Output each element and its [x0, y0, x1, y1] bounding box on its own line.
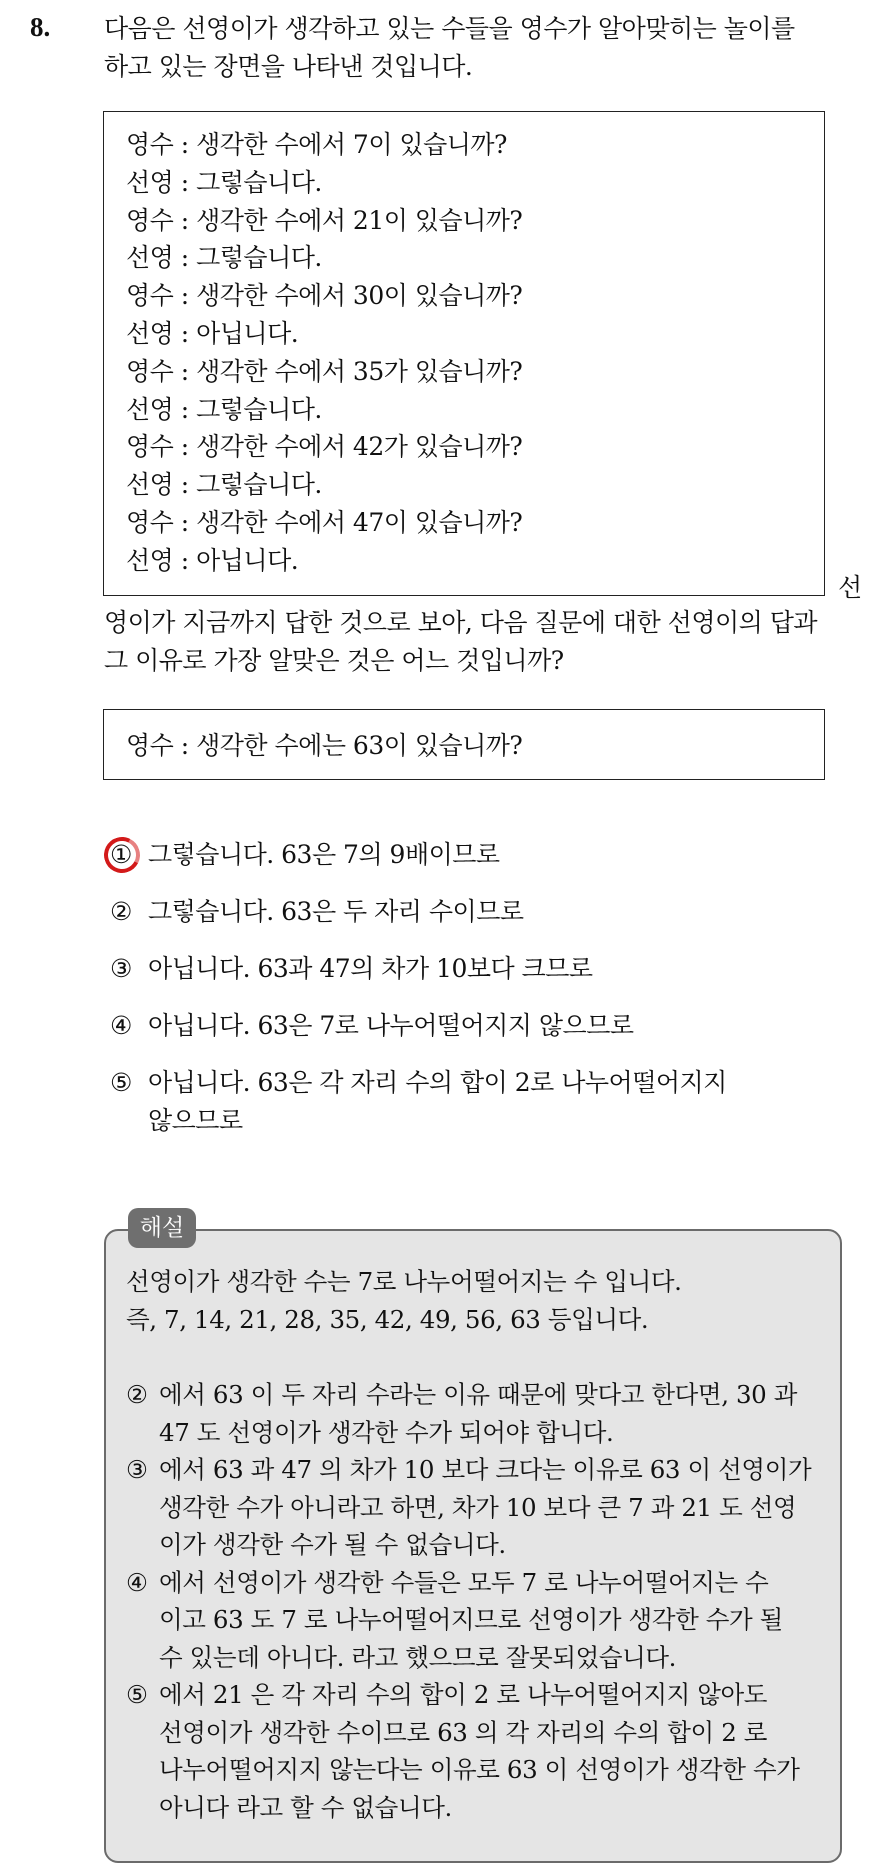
dialog-line: 영수 : 생각한 수에서 42가 있습니까? [126, 432, 523, 462]
choice-text: 아닙니다. 63은 각 자리 수의 합이 2로 나누어떨어지지 [148, 1068, 727, 1097]
solution-line: 아니다 라고 할 수 없습니다. [159, 1792, 452, 1822]
stem-line: 다음은 선영이가 생각하고 있는 수들을 영수가 알아맞히는 놀이를 [104, 14, 795, 43]
solution-item-number: ④ [126, 1567, 148, 1597]
dialog-line: 선영 : 아닙니다. [126, 318, 299, 348]
dialog-line: 영수 : 생각한 수에서 35가 있습니까? [126, 356, 523, 386]
dialog-line: 영수 : 생각한 수에서 7이 있습니까? [126, 130, 507, 159]
solution-tag: 해설 [128, 1208, 196, 1248]
solution-intro-line: 즉, 7, 14, 21, 28, 35, 42, 49, 56, 63 등입니다. [126, 1304, 649, 1334]
solution-intro-line: 선영이가 생각한 수는 7로 나누어떨어지는 수 입니다. [126, 1267, 682, 1296]
dialog-line: 영수 : 생각한 수에서 47이 있습니까? [126, 507, 523, 537]
dialog-line: 선영 : 그렇습니다. [126, 243, 322, 273]
solution-line: 생각한 수가 아니라고 하면, 차가 10 보다 큰 7 과 21 도 선영 [159, 1492, 797, 1522]
continuation-line: 그 이유로 가장 알맞은 것은 어느 것입니까? [104, 646, 564, 675]
solution-line: 선영이가 생각한 수이므로 63 의 각 자리의 수의 합이 2 로 [159, 1717, 768, 1747]
choice-3[interactable] [110, 950, 870, 988]
question-continuation [104, 604, 874, 680]
dialog-line: 선영 : 그렇습니다. [126, 167, 322, 197]
solution-line: 에서 21 은 각 자리 수의 합이 2 로 나누어떨어지지 않아도 [159, 1680, 768, 1709]
choice-number: ③ [110, 954, 132, 983]
dialog-line: 영수 : 생각한 수에서 21이 있습니까? [126, 205, 523, 235]
choice-2[interactable] [110, 893, 870, 931]
dialog-line: 선영 : 그렇습니다. [126, 470, 322, 500]
solution-line: 에서 63 과 47 의 차가 10 보다 크다는 이유로 63 이 선영이가 [159, 1455, 812, 1484]
continuation-line: 영이가 지금까지 답한 것으로 보아, 다음 질문에 대한 선영이의 답과 [104, 608, 818, 637]
choice-text: 그렇습니다. 63은 두 자리 수이므로 [148, 897, 524, 926]
solution-item-2 [126, 1376, 836, 1451]
choice-1[interactable] [110, 836, 870, 874]
solution-item-5 [126, 1676, 836, 1826]
choice-5[interactable] [110, 1064, 870, 1140]
choice-number: ⑤ [110, 1068, 132, 1097]
solution-item-number: ② [126, 1380, 148, 1409]
dialog-line: 선영 : 그렇습니다. [126, 394, 322, 424]
solution-item-3 [126, 1451, 836, 1564]
solution-line: 수 있는데 아니다. 라고 했으므로 잘못되었습니다. [159, 1642, 677, 1672]
solution-item-number: ③ [126, 1455, 148, 1484]
question-stem [104, 10, 874, 86]
choice-number: ① [110, 840, 132, 869]
answer-choices [110, 836, 870, 1159]
dialog-box [103, 111, 825, 596]
dialog-line: 영수 : 생각한 수에서 30이 있습니까? [126, 281, 523, 311]
choice-text: 아닙니다. 63은 7로 나누어떨어지지 않으므로 [148, 1011, 634, 1040]
choice-text: 않으므로 [148, 1106, 243, 1135]
choice-4[interactable] [110, 1007, 870, 1045]
stem-trailing-char: 선 [838, 573, 863, 602]
choice-text: 그렇습니다. 63은 7의 9배이므로 [148, 840, 500, 869]
choice-number: ② [110, 897, 132, 926]
solution-line: 이가 생각한 수가 될 수 없습니다. [159, 1530, 506, 1559]
solution-line: 나누어떨어지지 않는다는 이유로 63 이 선영이가 생각한 수가 [159, 1755, 800, 1784]
solution-body [126, 1263, 836, 1826]
solution-item-number: ⑤ [126, 1680, 148, 1709]
solution-line: 이고 63 도 7 로 나누어떨어지므로 선영이가 생각한 수가 될 [159, 1605, 783, 1634]
choice-number: ④ [110, 1011, 132, 1040]
question-number: 8. [30, 12, 51, 42]
solution-item-4 [126, 1564, 836, 1677]
solution-line: 47 도 선영이가 생각한 수가 되어야 합니다. [159, 1417, 614, 1447]
choice-text: 아닙니다. 63과 47의 차가 10보다 크므로 [148, 954, 593, 983]
solution-line: 에서 선영이가 생각한 수들은 모두 7 로 나누어떨어지는 수 [159, 1567, 769, 1597]
question-quote-box: 영수 : 생각한 수에는 63이 있습니까? [103, 709, 825, 780]
solution-line: 에서 63 이 두 자리 수라는 이유 때문에 맞다고 한다면, 30 과 [159, 1380, 798, 1409]
dialog-line: 선영 : 아닙니다. [126, 545, 299, 575]
stem-line: 하고 있는 장면을 나타낸 것입니다. [104, 52, 473, 81]
